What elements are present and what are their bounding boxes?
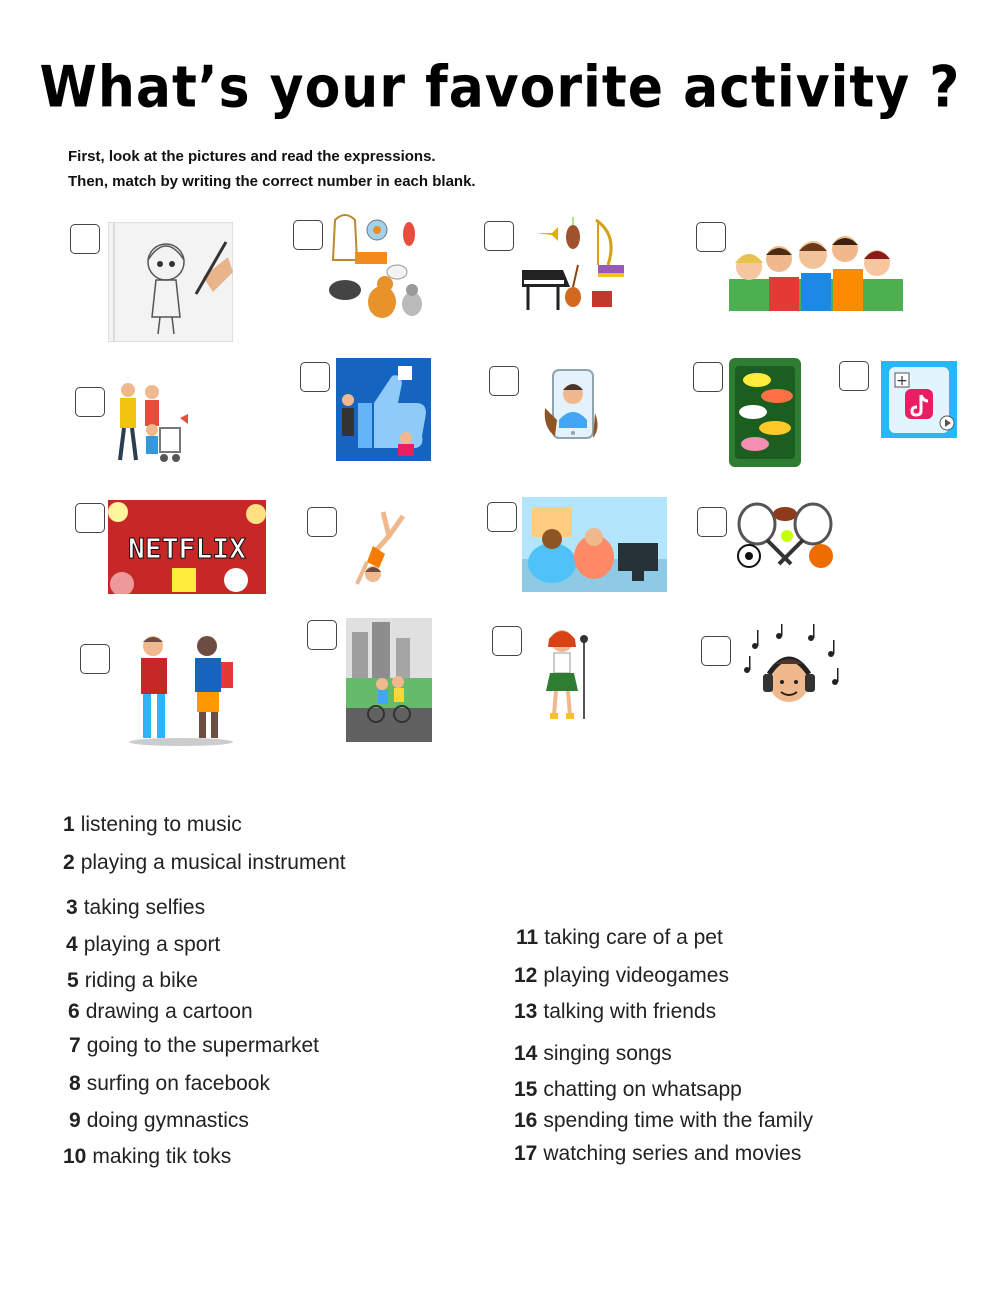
family-walk-icon <box>110 378 190 468</box>
expression-item: 15 chatting on whatsapp <box>514 1078 742 1101</box>
sports-balls-icon <box>733 500 837 570</box>
answer-box-netflix[interactable] <box>75 503 105 533</box>
answer-box-drawing[interactable] <box>70 224 100 254</box>
answer-box-tiktok[interactable] <box>839 361 869 391</box>
phone-video-icon <box>543 368 601 443</box>
page-title: What’s your favorite activity ? <box>39 55 961 121</box>
expression-item: 10 making tik toks <box>63 1145 232 1168</box>
gymnastics-picture <box>343 506 408 588</box>
pencil-drawing-icon <box>108 222 233 342</box>
answer-box-singer[interactable] <box>492 626 522 656</box>
answer-box-music[interactable] <box>701 636 731 666</box>
headphones-music-icon <box>739 624 844 716</box>
expression-item: 5 riding a bike <box>67 969 198 992</box>
answer-box-friends[interactable] <box>80 644 110 674</box>
bike-picture <box>346 618 432 742</box>
answer-box-sports[interactable] <box>697 507 727 537</box>
sports-picture <box>733 500 837 570</box>
pets-picture <box>327 212 427 324</box>
instruments-picture <box>518 215 628 315</box>
answer-box-instruments[interactable] <box>484 221 514 251</box>
expression-item: 17 watching series and movies <box>514 1142 802 1165</box>
pets-icon <box>327 212 427 324</box>
music-picture <box>739 624 844 716</box>
facebook-like-icon <box>336 358 431 461</box>
answer-box-selfie[interactable] <box>696 222 726 252</box>
expression-item: 8 surfing on facebook <box>69 1072 270 1095</box>
answer-box-pets[interactable] <box>293 220 323 250</box>
gymnast-icon <box>343 506 408 588</box>
friends-talking-icon <box>127 632 235 747</box>
answer-box-facebook[interactable] <box>300 362 330 392</box>
gaming-room-icon <box>522 497 667 592</box>
family-picture <box>110 378 190 468</box>
expression-item: 4 playing a sport <box>66 933 221 956</box>
netflix-picture <box>108 500 266 594</box>
tiktok-picture <box>881 361 957 438</box>
videocall-picture <box>543 368 601 443</box>
expression-item: 13 talking with friends <box>514 1000 717 1023</box>
drawing-picture <box>108 222 233 342</box>
friends-picture <box>127 632 235 747</box>
instruction-line-2: Then, match by writing the correct number in each blank. <box>68 173 476 190</box>
answer-box-bike[interactable] <box>307 620 337 650</box>
expression-item: 11 taking care of a pet <box>516 926 723 949</box>
musical-instruments-icon <box>518 215 628 315</box>
singer-picture <box>532 625 600 722</box>
chat-bubbles-icon <box>729 358 801 467</box>
expression-item: 6 drawing a cartoon <box>68 1000 253 1023</box>
facebook-picture <box>336 358 431 461</box>
instruction-line-1: First, look at the pictures and read the expressions. <box>68 148 436 165</box>
expression-item: 9 doing gymnastics <box>69 1109 249 1132</box>
netflix-icon <box>108 500 266 594</box>
expression-item: 2 playing a musical instrument <box>63 851 346 874</box>
bike-ride-icon <box>346 618 432 742</box>
whatsapp-picture <box>729 358 801 467</box>
expression-item: 1 listening to music <box>63 813 242 836</box>
answer-box-family[interactable] <box>75 387 105 417</box>
videogames-picture <box>522 497 667 592</box>
selfie-picture <box>729 219 903 311</box>
expression-item: 14 singing songs <box>514 1042 672 1065</box>
svg-text:+: + <box>896 373 908 389</box>
netflix-logo-text: NETFLIX <box>127 532 247 565</box>
group-selfie-icon <box>729 219 903 311</box>
expression-item: 16 spending time with the family <box>514 1109 813 1132</box>
answer-box-videocall[interactable] <box>489 366 519 396</box>
expression-item: 7 going to the supermarket <box>69 1034 319 1057</box>
tiktok-icon <box>881 361 957 438</box>
expression-item: 12 playing videogames <box>514 964 729 987</box>
answer-box-gymnastics[interactable] <box>307 507 337 537</box>
answer-box-whatsapp[interactable] <box>693 362 723 392</box>
singer-icon <box>532 625 600 722</box>
answer-box-videogames[interactable] <box>487 502 517 532</box>
expression-item: 3 taking selfies <box>66 896 206 919</box>
